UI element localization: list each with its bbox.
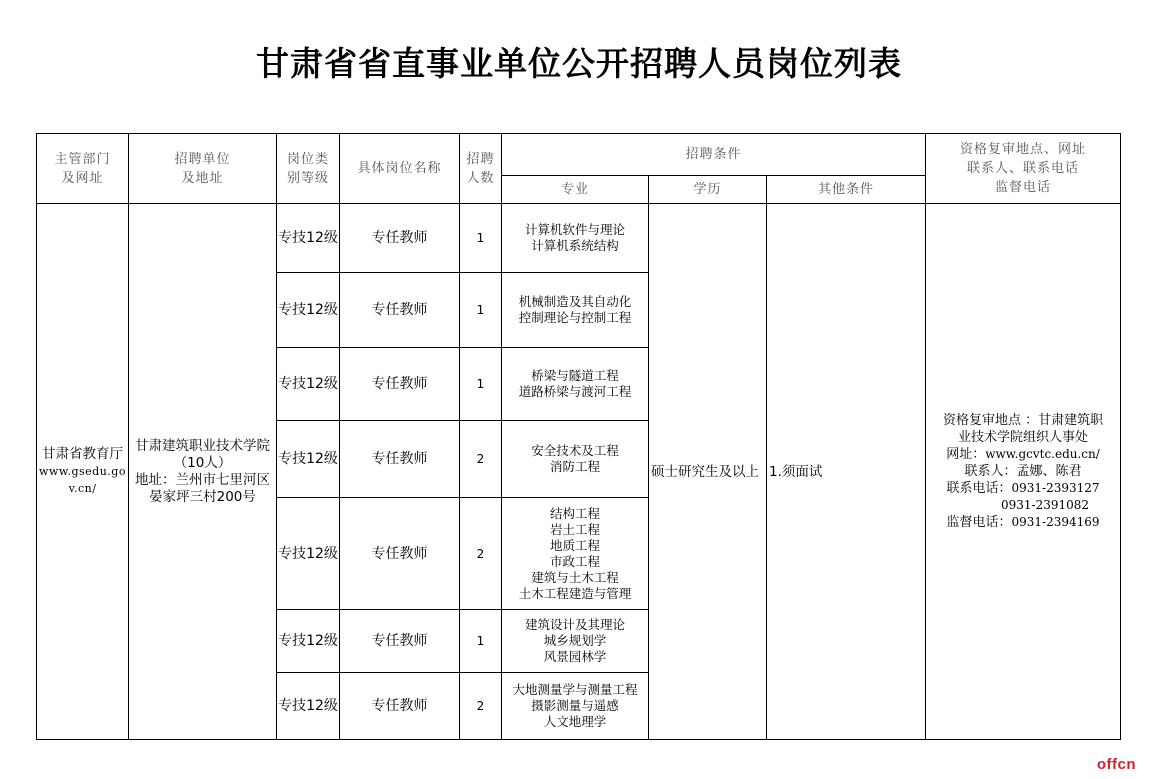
other-condition-cell: 1.须面试 xyxy=(767,204,926,740)
header-position: 具体岗位名称 xyxy=(340,134,460,204)
major-cell: 结构工程 岩土工程 地质工程 市政工程 建筑与土木工程 土木工程建造与管理 xyxy=(502,498,649,610)
header-dept: 主管部门 及网址 xyxy=(37,134,129,204)
page-title: 甘肃省省直事业单位公开招聘人员岗位列表 xyxy=(256,44,902,83)
dept-name: 甘肃省教育厅 xyxy=(42,446,123,462)
review-place: 资格复审地点 ：甘肃建筑职 xyxy=(942,413,1104,428)
header-unit: 招聘单位 及地址 xyxy=(129,134,277,204)
dept-url-cont: v.cn/ xyxy=(68,482,97,495)
review-place-cont: 业技术学院组织人事处 xyxy=(958,430,1089,445)
contact-person: 联系人：孟娜、陈君 xyxy=(964,464,1082,479)
position-cell: 专任教师 xyxy=(340,421,460,498)
major-cell: 大地测量学与测量工程 摄影测量与遥感 人文地理学 xyxy=(502,673,649,740)
count-cell: 2 xyxy=(460,673,502,740)
unit-quota: （10人） xyxy=(173,454,232,471)
header-conditions: 招聘条件 xyxy=(502,134,926,176)
header-major: 专业 xyxy=(502,176,649,204)
position-cell: 专任教师 xyxy=(340,498,460,610)
major-cell: 机械制造及其自动化 控制理论与控制工程 xyxy=(502,273,649,348)
recruitment-table xyxy=(36,133,1121,740)
level-cell: 专技12级 xyxy=(277,610,340,673)
unit-address: 地址：兰州市七里河区 xyxy=(135,471,270,488)
position-cell: 专任教师 xyxy=(340,348,460,421)
header-education: 学历 xyxy=(649,176,767,204)
unit-address-cont: 晏家坪三村200号 xyxy=(149,488,256,505)
level-cell: 专技12级 xyxy=(277,421,340,498)
position-cell: 专任教师 xyxy=(340,610,460,673)
header-level: 岗位类 别等级 xyxy=(277,134,340,204)
major-cell: 建筑设计及其理论 城乡规划学 风景园林学 xyxy=(502,610,649,673)
table-row xyxy=(37,204,1121,273)
dept-url: www.gsedu.go xyxy=(39,465,126,478)
level-cell: 专技12级 xyxy=(277,498,340,610)
position-cell: 专任教师 xyxy=(340,673,460,740)
count-cell: 1 xyxy=(460,348,502,421)
header-review: 资格复审地点、网址 联系人、联系电话 监督电话 xyxy=(926,134,1121,204)
level-cell: 专技12级 xyxy=(277,204,340,273)
major-cell: 桥梁与隧道工程 道路桥梁与渡河工程 xyxy=(502,348,649,421)
header-other: 其他条件 xyxy=(767,176,926,204)
level-cell: 专技12级 xyxy=(277,273,340,348)
count-cell: 2 xyxy=(460,498,502,610)
major-cell: 计算机软件与理论 计算机系统结构 xyxy=(502,204,649,273)
unit-cell xyxy=(129,204,277,740)
dept-cell xyxy=(37,204,129,740)
count-cell: 2 xyxy=(460,421,502,498)
level-cell: 专技12级 xyxy=(277,348,340,421)
major-cell: 安全技术及工程 消防工程 xyxy=(502,421,649,498)
supervise-phone: 监督电话：0931-2394169 xyxy=(946,515,1100,530)
contact-phone-2: 0931-2391082 xyxy=(1000,498,1090,512)
offcn-watermark: offcn xyxy=(1096,756,1136,773)
unit-name: 甘肃建筑职业技术学院 xyxy=(135,437,270,454)
level-cell: 专技12级 xyxy=(277,673,340,740)
count-cell: 1 xyxy=(460,273,502,348)
position-cell: 专任教师 xyxy=(340,273,460,348)
review-url: 网址：www.gcvtc.edu.cn/ xyxy=(946,447,1100,462)
count-cell: 1 xyxy=(460,610,502,673)
contact-cell xyxy=(926,204,1121,740)
header-count: 招聘 人数 xyxy=(460,134,502,204)
education-cell: 硕士研究生及以上 xyxy=(649,204,767,740)
contact-phone: 联系电话：0931-2393127 xyxy=(946,481,1100,496)
position-cell: 专任教师 xyxy=(340,204,460,273)
count-cell: 1 xyxy=(460,204,502,273)
